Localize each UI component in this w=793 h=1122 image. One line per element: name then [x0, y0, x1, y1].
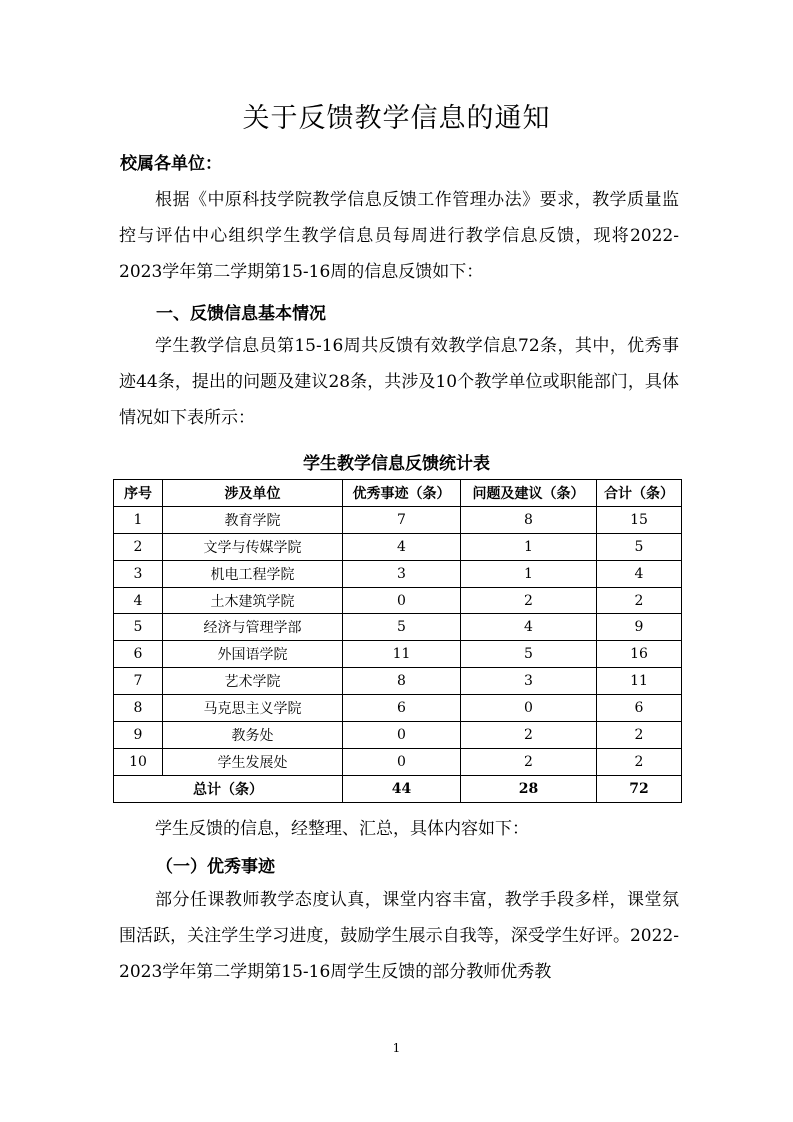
header-excellent: 优秀事迹（条） — [343, 480, 461, 507]
cell-issues: 3 — [461, 668, 597, 695]
cell-unit: 机电工程学院 — [163, 560, 343, 587]
basic-info-paragraph: 学生教学信息员第15-16周共反馈有效教学信息72条，其中，优秀事迹44条，提出的问题及建议28条，共涉及10个教学单位或职能部门，具体情况如下表所示： — [119, 336, 679, 428]
cell-index: 9 — [114, 722, 163, 749]
cell-index: 1 — [114, 506, 163, 533]
cell-total: 9 — [597, 614, 682, 641]
excellent-paragraph: 部分任课教师教学态度认真，课堂内容丰富，教学手段多样，课堂氛围活跃，关注学生学习进度，鼓励学生展示自我等，深受学生好评。2022-2023学年第二学期第15-16周学生反馈的部分教师优秀教 — [119, 890, 679, 982]
cell-index: 10 — [114, 748, 163, 775]
table-row — [114, 587, 682, 614]
cell-excellent: 0 — [343, 722, 461, 749]
cell-issues: 5 — [461, 641, 597, 668]
header-unit: 涉及单位 — [163, 480, 343, 507]
cell-excellent: 11 — [343, 641, 461, 668]
cell-total: 2 — [597, 722, 682, 749]
cell-total: 2 — [597, 587, 682, 614]
cell-unit: 经济与管理学部 — [163, 614, 343, 641]
subsection-heading-excellent: （一）优秀事迹 — [156, 857, 275, 877]
cell-issues: 4 — [461, 614, 597, 641]
cell-index: 8 — [114, 695, 163, 722]
section-heading-basic-info: 一、反馈信息基本情况 — [156, 304, 326, 324]
total-label: 总计（条） — [114, 775, 343, 802]
cell-total: 4 — [597, 560, 682, 587]
cell-issues: 1 — [461, 560, 597, 587]
feedback-stats-table — [113, 479, 682, 803]
table-row — [114, 614, 682, 641]
cell-index: 3 — [114, 560, 163, 587]
cell-index: 5 — [114, 614, 163, 641]
total-sum: 72 — [597, 775, 682, 802]
cell-excellent: 0 — [343, 748, 461, 775]
cell-total: 5 — [597, 533, 682, 560]
cell-issues: 2 — [461, 748, 597, 775]
cell-unit: 艺术学院 — [163, 668, 343, 695]
cell-excellent: 3 — [343, 560, 461, 587]
addressee: 校属各单位： — [120, 154, 222, 174]
cell-issues: 1 — [461, 533, 597, 560]
table-caption: 学生教学信息反馈统计表 — [303, 454, 490, 474]
cell-issues: 2 — [461, 587, 597, 614]
header-index: 序号 — [114, 480, 163, 507]
table-row — [114, 560, 682, 587]
cell-index: 6 — [114, 641, 163, 668]
summary-paragraph: 学生反馈的信息，经整理、汇总，具体内容如下： — [155, 819, 529, 839]
cell-unit: 教务处 — [163, 722, 343, 749]
table-header-row — [114, 480, 682, 507]
total-issues: 28 — [461, 775, 597, 802]
cell-total: 2 — [597, 748, 682, 775]
document-title: 关于反馈教学信息的通知 — [242, 103, 551, 134]
table-row — [114, 748, 682, 775]
table-row — [114, 722, 682, 749]
cell-excellent: 5 — [343, 614, 461, 641]
cell-excellent: 7 — [343, 506, 461, 533]
table-row — [114, 695, 682, 722]
cell-index: 7 — [114, 668, 163, 695]
cell-unit: 文学与传媒学院 — [163, 533, 343, 560]
cell-issues: 8 — [461, 506, 597, 533]
intro-paragraph: 根据《中原科技学院教学信息反馈工作管理办法》要求，教学质量监控与评估中心组织学生教学信息员每周进行教学信息反馈，现将2022-2023学年第二学期第15-16周的信息反馈如下： — [119, 190, 679, 282]
cell-total: 16 — [597, 641, 682, 668]
table-row — [114, 533, 682, 560]
total-excellent: 44 — [343, 775, 461, 802]
cell-excellent: 8 — [343, 668, 461, 695]
table-row — [114, 641, 682, 668]
cell-index: 2 — [114, 533, 163, 560]
header-total: 合计（条） — [597, 480, 682, 507]
cell-issues: 2 — [461, 722, 597, 749]
cell-total: 11 — [597, 668, 682, 695]
cell-issues: 0 — [461, 695, 597, 722]
cell-excellent: 6 — [343, 695, 461, 722]
table-total-row — [114, 775, 682, 802]
cell-index: 4 — [114, 587, 163, 614]
cell-unit: 学生发展处 — [163, 748, 343, 775]
table-row — [114, 506, 682, 533]
cell-unit: 马克思主义学院 — [163, 695, 343, 722]
cell-unit: 教育学院 — [163, 506, 343, 533]
cell-unit: 土木建筑学院 — [163, 587, 343, 614]
table-row — [114, 668, 682, 695]
header-issues: 问题及建议（条） — [461, 480, 597, 507]
cell-total: 6 — [597, 695, 682, 722]
cell-excellent: 0 — [343, 587, 461, 614]
page-number: 1 — [392, 1041, 401, 1055]
cell-unit: 外国语学院 — [163, 641, 343, 668]
cell-total: 15 — [597, 506, 682, 533]
cell-excellent: 4 — [343, 533, 461, 560]
